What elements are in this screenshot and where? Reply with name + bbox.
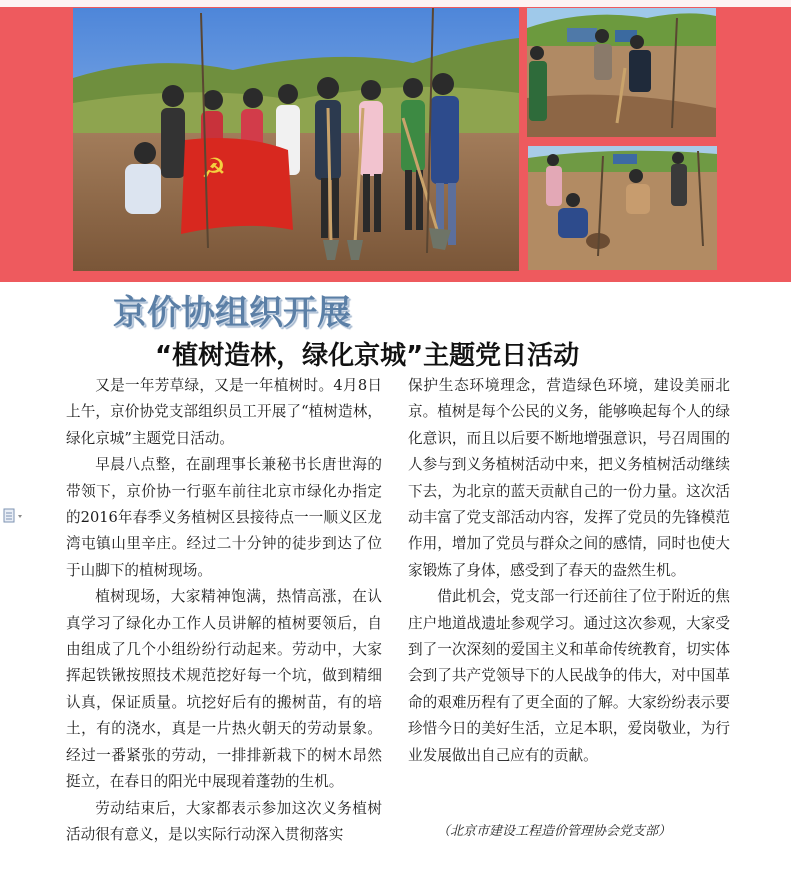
group-photo xyxy=(73,8,519,271)
paragraph: 借此机会，党支部一行还前往了位于附近的焦庄户地道战遗址参观学习。通过这次参观，大家受到了一次深刻的爱国主义和革命传统教育，切实体会到了共产党领导下的人民战争的伟大，对中国革命的艰难历程有了更全面的了解。大家纷纷表示要珍惜今日的美好生活，立足本职，爱岗敬业，为行业发展做出自己应有的贡献。 xyxy=(408,588,730,764)
svg-text:☭: ☭ xyxy=(201,152,227,185)
headline-line-2: “植树造林，绿化京城”主题党日活动 xyxy=(155,341,580,371)
paragraph: 又是一年芳草绿，又是一年植树时。4月8日上午，京价协党支部组织员工开展了“植树造林，绿化京城”主题党日活动。 xyxy=(66,377,382,447)
article-left-column xyxy=(66,373,382,848)
paragraph: 保护生态环境理念，营造绿色环境，建设美丽北京。植树是每个公民的义务，能够唤起每个人的绿化意识，而且以后要不断地增强意识，号召周围的人参与到义务植树活动中来，把义务植树活动继续下去，为北京的蓝天贡献自己的一份力量。这次活动丰富了党支部活动内容，发挥了党员的先锋模范作用，增加了党员与群众之间的感情，同时也使大家锻炼了身体，感受到了春天的盎然生机。 xyxy=(408,377,730,579)
article-right-column xyxy=(408,373,730,769)
planting-photo xyxy=(528,146,717,270)
digging-photo xyxy=(527,8,716,137)
photo-band xyxy=(0,0,791,282)
paragraph: 早晨八点整，在副理事长兼秘书长唐世海的带领下，京价协一行驱车前往北京市绿化办指定的2016年春季义务植树区县接待点一一顺义区龙湾屯镇山里辛庄。经过二十分钟的徒步到达了位于山脚下的植树现场。 xyxy=(66,456,382,579)
paragraph: 植树现场，大家精神饱满，热情高涨，在认真学习了绿化办工作人员讲解的植树要领后，自由组成了几个小组纷纷行动起来。劳动中，大家挥起铁锹按照技术规范挖好每一个坑，做到精细认真，保证质量。坑挖好后有的搬树苗，有的培土，有的浇水，真是一片热火朝天的劳动景象。经过一番紧张的劳动，一排排新栽下的树木昂然挺立，在春日的阳光中展现着蓬勃的生机。 xyxy=(66,588,382,791)
document-icon[interactable] xyxy=(3,508,25,524)
headline-line-1: 京价协组织开展 xyxy=(113,293,351,333)
signature: （北京市建设工程造价管理协会党支部） xyxy=(437,824,672,839)
paragraph: 劳动结束后，大家都表示参加这次义务植树活动很有意义，是以实际行动深入贯彻落实 xyxy=(66,799,382,843)
top-divider xyxy=(0,0,791,7)
